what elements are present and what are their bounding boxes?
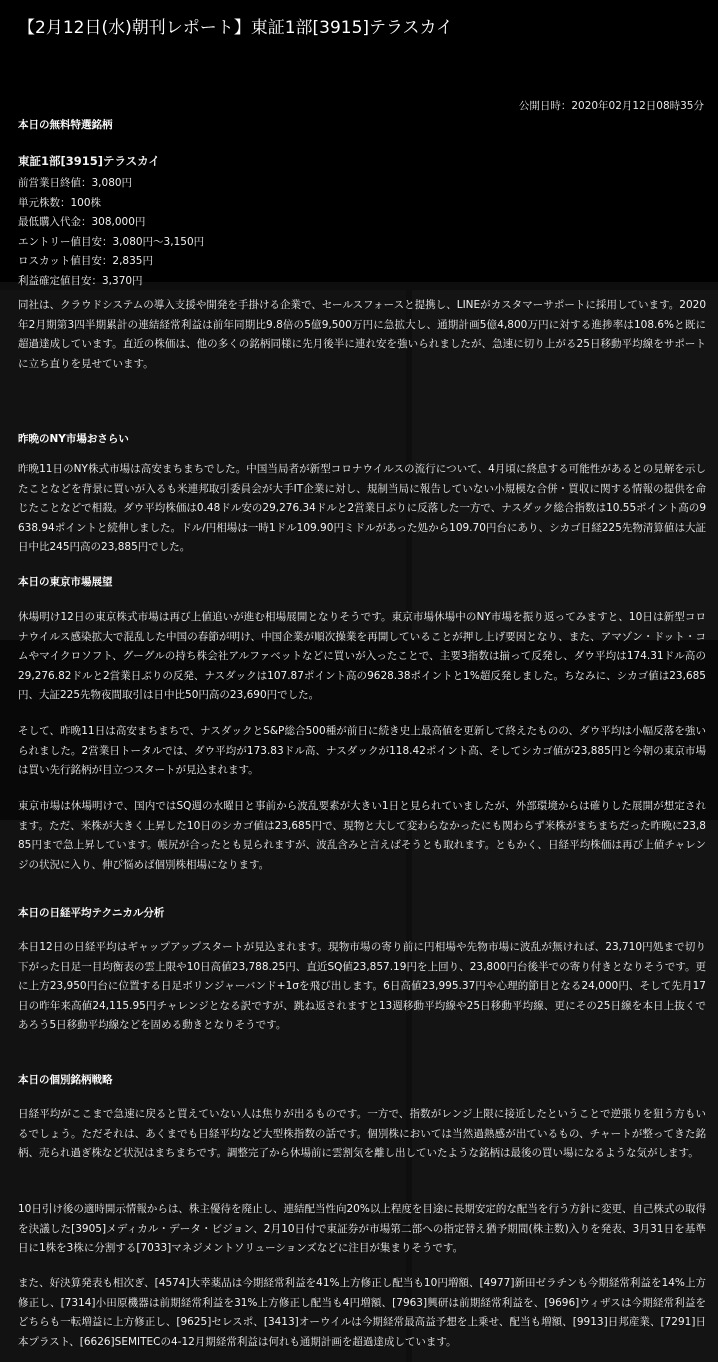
tokyo-outlook-para-2: そして、昨晩11日は高安まちまちで、ナスダックとS&P総合500種が前日に続き史上最高値を更新して終えたものの、ダウ平均は小幅反落を強いられました。2営業日トータルでは、ダウ平均が173.83ドル高、ナスダックが118.42ポイント高、そしてシカゴ値が23,885円と今朝の東京市場は買い先行銘柄が目立つスタートが見込まれます。 (18, 725, 706, 777)
individual-strategy-heading: 本日の個別銘柄戦略 (18, 1074, 113, 1086)
tokyo-outlook-heading: 本日の東京市場展望 (18, 576, 113, 588)
featured-stock-name: 東証1部[3915]テラスカイ (18, 154, 160, 168)
individual-strategy-para-1: 日経平均がここまで急速に戻ると買えていない人は焦りが出るものです。一方で、指数がレンジ上限に接近したということで逆張りを狙う方もいるでしょう。ただそれは、あくまでも日経平均など大型株指数の話です。個別株においては当然過熱感が出ているもの、チャートが整ってきた銘柄、売られ過ぎ株など状況はまちまちです。調整完了から休場前に雲割気を離し出していたような銘柄は最後の買い場になるような気がします。 (18, 1108, 706, 1160)
nikkei-technical-heading: 本日の日経平均テクニカル分析 (18, 907, 165, 919)
loss-cut-price: ロスカット値目安：2,835円 (18, 255, 153, 268)
take-profit-price: 利益確定値目安：3,370円 (18, 274, 143, 287)
entry-price: エントリー値目安：3,080円～3,150円 (18, 235, 205, 248)
tokyo-outlook-para-3: 東京市場は休場明けで、国内ではSQ週の水曜日と事前から波乱要素が大きい1日と見られていましたが、外部環境からは確りした展開が想定されます。ただ、米株が大きく上昇した10日のシカゴ値は23,685円で、現物と大して変わらなかったにも関わらず米株がまちまちだった昨晩に23,885円まで急上昇しています。帳尻が合ったとも見られますが、波乱含みと言えばそうとも取れます。ともかく、日経平均株価は再び上値チャレンジの状況に入り、伸び悩めば個別株相場になります。 (18, 800, 706, 871)
tokyo-outlook-para-1: 休場明け12日の東京株式市場は再び上値追いが進む相場展開となりそうです。東京市場休場中のNY市場を振り返ってみますと、10日は新型コロナウイルス感染拡大で混乱した中国の春節が明け、中国企業が順次操業を再開していることが押し上げ要因となり、また、アマゾン・ドット・コムやマイクロソフト、グーグルの持ち株会社アルファベットなどに買いが入ったことで、主要3指数は揃って反発し、ダウ平均は174.31ドル高の29,276.82ドルと2営業日ぶりの反発、ナスダックは107.87ポイント高の9628.38ポイントと1%超反発しました。ちなみに、シカゴ値は23,685円、大証225先物夜間取引は日中比50円高の23,690円でした。 (18, 611, 706, 702)
ny-market-heading: 昨晩のNY市場おさらい (18, 433, 129, 445)
nikkei-technical-body: 本日12日の日経平均はギャップアップスタートが見込まれます。現物市場の寄り前に円相場や先物市場に波乱が無ければ、23,710円処まで切り下がった日足一目均衡表の雲上限や10日高値23,788.25円、直近SQ値23,857.19円を上回り、23,800円台後半での寄り付きとなりそうです。更に上方23,950円台に位置する日足ボリンジャーバンド+1σを飛び出します。6日高値23,995.37円や心理的節目となる24,000円、そして先月17日の昨年来高値24,115.95円チャレンジとなる訳ですが、跳ね返されますと13週移動平均線や25日移動平均線、更にその25日線を本日上抜くであろう5日移動平均線などを固める動きとなりそうです。 (18, 941, 706, 1032)
individual-strategy-para-2: 10日引け後の適時開示情報からは、株主優待を廃止し、連結配当性向20%以上程度を目途に長期安定的な配当を行う方針に変更、自己株式の取得を決議した[3905]メディカル・データ・ビジョン、2月10日付で東証券が市場第二部への指定替え猶予期間(株主数)入りを発表、3月31日を基準日に1株を3株に分割する[7033]マネジメントソリューションズなどに注目が集まりそうです。 (18, 1203, 706, 1255)
featured-heading: 本日の無料特選銘柄 (18, 119, 113, 131)
unit-shares: 単元株数：100株 (18, 196, 102, 209)
publish-date: 公開日時：2020年02月12日08時35分 (518, 100, 704, 112)
min-purchase: 最低購入代金：308,000円 (18, 216, 146, 229)
ny-market-body: 昨晩11日のNY株式市場は高安まちまちでした。中国当局者が新型コロナウイルスの流行について、4月頃に終息する可能性があるとの見解を示したことなどを背景に買いが入るも米連邦取引委員会が大手IT企業に対し、規制当局に報告していない小規模な合併・買収に関する情報の提供を命じたことなどで相殺。ダウ平均株価は0.48ドル安の29,276.34ドルと2営業日ぶりに反落した一方で、ナスダック総合指数は10.55ポイント高の9638.94ポイントと続伸しました。ドル/円相場は一時1ドル109.90円ミドルがあった処から109.70円台にあり、シカゴ日経225先物清算値は大証日中比245円高の23,885円でした。 (18, 463, 706, 554)
individual-strategy-para-3: また、好決算発表も相次ぎ、[4574]大幸薬品は今期経常利益を41%上方修正し配当も10円増額、[4977]新田ゼラチンも今期経常利益を14%上方修正し、[7314]小田原機器は前期経常利益を31%上方修正し配当も4円増額、[7963]興研は前期経常利益を、[9696]ウィザスは今期経常利益をどちらも一転増益に上方修正し、[9625]セレスポ、[3413]オーウイルは今期経常最高益予想を上乗せ、配当も増額、[9913]日邦産業、[7291]日本プラスト、[6626]SEMITECの4-12月期経常利益は何れも通期計画を超過達成しています。 (18, 1277, 706, 1348)
prev-close: 前営業日終値：3,080円 (18, 177, 133, 189)
featured-stock (18, 153, 518, 292)
report-title: 【2月12日(水)朝刊レポート】東証1部[3915]テラスカイ (18, 18, 454, 38)
company-intro: 同社は、クラウドシステムの導入支援や開発を手掛ける企業で、セールスフォースと提携し、LINEがカスタマーサポートに採用しています。2020年2月期第3四半期累計の連結経常利益は前年同期比9.8倍の5億9,500万円に急拡大し、通期計画5億4,800万円に対する進捗率は108.6%と既に超過達成しています。直近の株価は、他の多くの銘柄同様に先月後半に連れ安を強いられましたが、急速に切り上がる25日移動平均線をサポートに立ち直りを見せています。 (18, 299, 706, 370)
